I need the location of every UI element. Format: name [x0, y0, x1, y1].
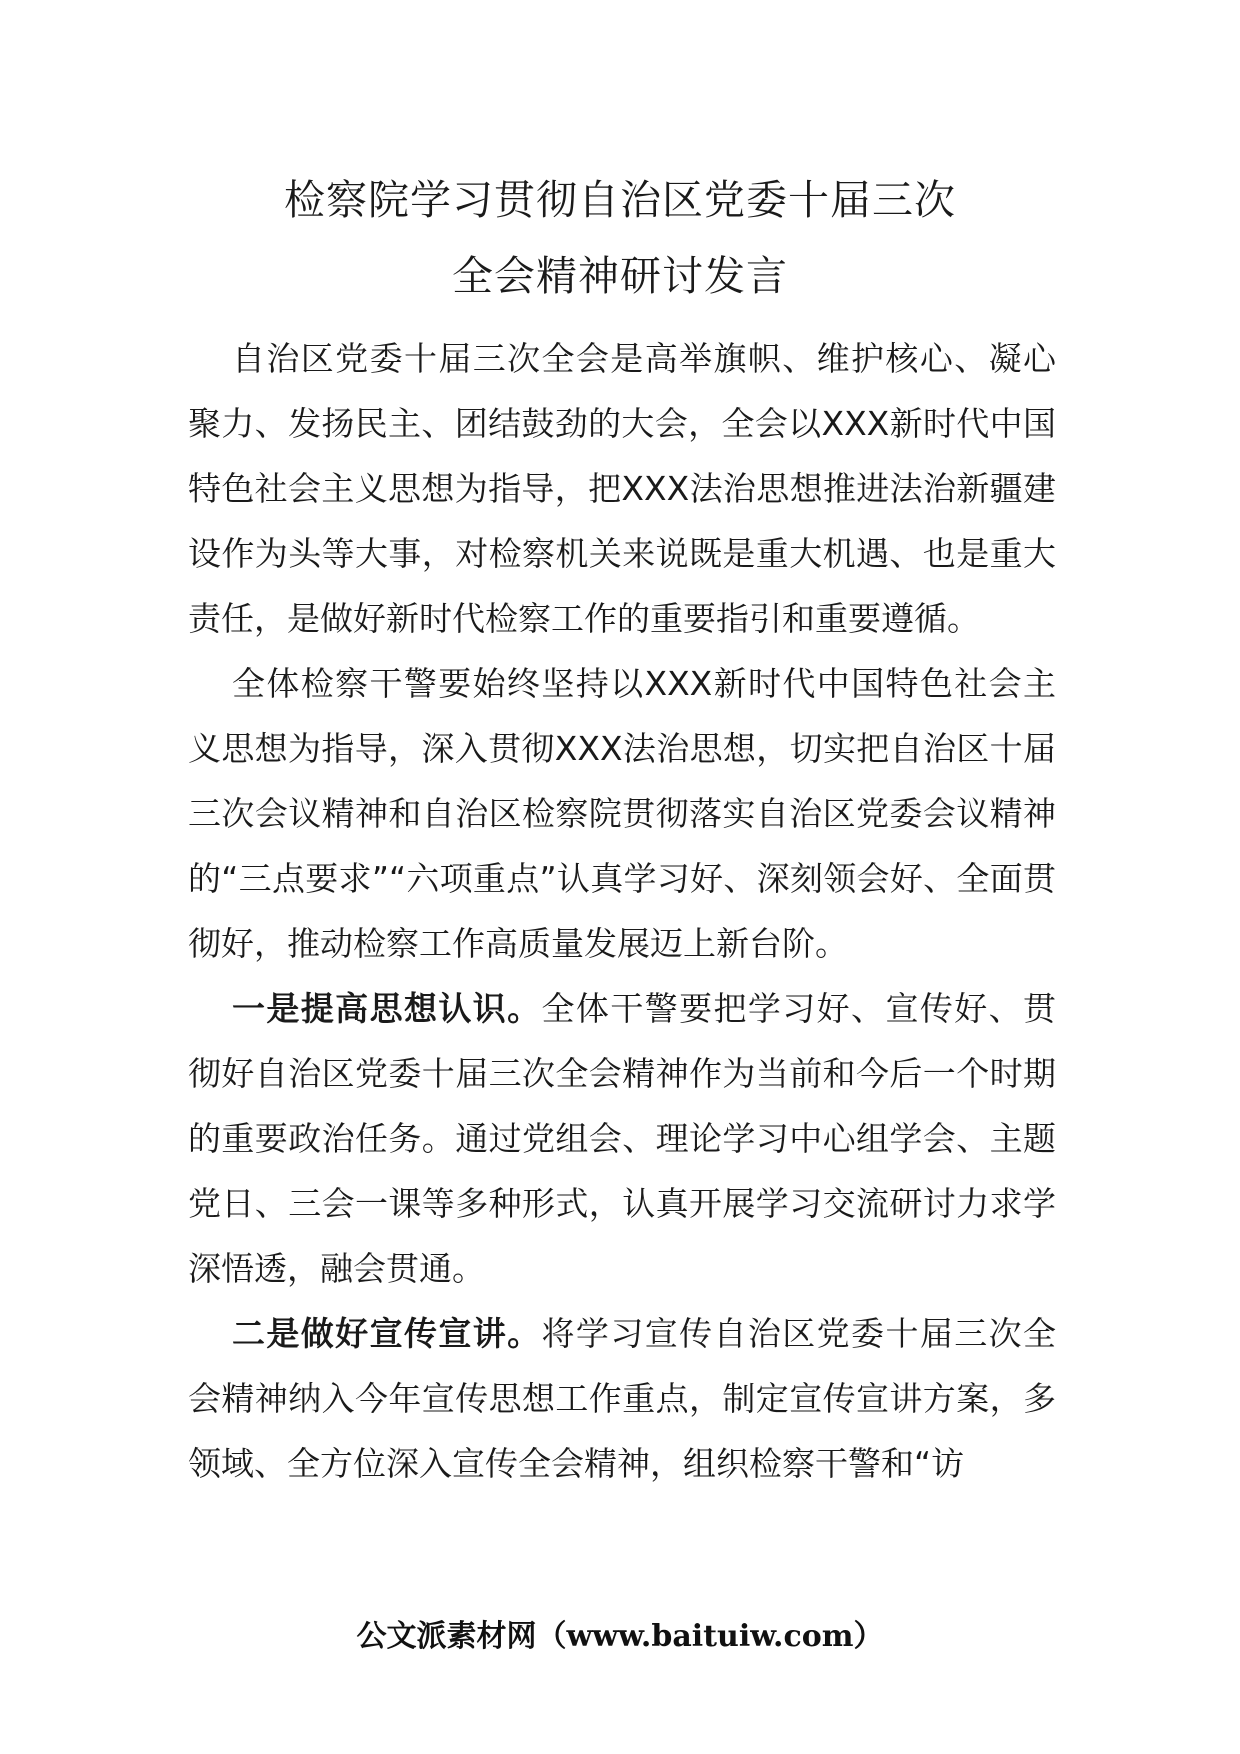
paragraph-3	[188, 976, 1056, 1301]
paragraph-text: 全体干警要把学习好、宣传好、贯彻好自治区党委十届三次全会精神作为当前和今后一个时期的重要政治任务。通过党组会、理论学习中心组学会、主题党日、三会一课等多种形式，认真开展学习交流研讨力求学深悟透，融会贯通。	[188, 989, 1057, 1288]
paragraph-2	[188, 651, 1056, 976]
paragraph-1	[188, 326, 1056, 651]
document-title-line-1: 检察院学习贯彻自治区党委十届三次	[284, 176, 956, 224]
paragraph-lead: 二是做好宣传宣讲。	[232, 1314, 542, 1353]
paragraph-text: 将学习宣传自治区党委十届三次全会精神纳入今年宣传思想工作重点，制定宣传宣讲方案，多领域、全方位深入宣传全会精神，组织检察干警和“访	[188, 1314, 1057, 1483]
paragraph-text: 全体检察干警要始终坚持以XXX新时代中国特色社会主义思想为指导，深入贯彻XXX法治思想，切实把自治区十届三次会议精神和自治区检察院贯彻落实自治区党委会议精神的“三点要求”“六项重点”认真学习好、深刻领会好、全面贯彻好，推动检察工作高质量发展迈上新台阶。	[188, 664, 1056, 963]
document-title-line-2: 全会精神研讨发言	[452, 252, 788, 300]
paragraph-lead: 一是提高思想认识。	[232, 989, 542, 1028]
paragraph-text: 自治区党委十届三次全会是高举旗帜、维护核心、凝心聚力、发扬民主、团结鼓劲的大会，全会以XXX新时代中国特色社会主义思想为指导，把XXX法治思想推进法治新疆建设作为头等大事，对检察机关来说既是重大机遇、也是重大责任，是做好新时代检察工作的重要指引和重要遵循。	[188, 339, 1056, 638]
footer-watermark: 公文派素材网（www.baituiw.com）	[356, 1619, 884, 1654]
document-body	[188, 326, 1056, 1496]
paragraph-4	[188, 1301, 1056, 1496]
